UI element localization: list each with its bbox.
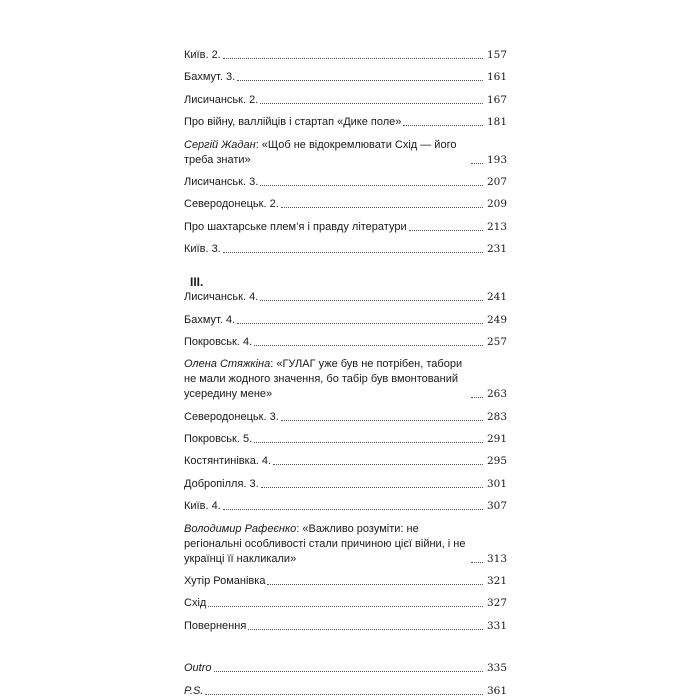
toc-entry-title-text: : «Важливо розуміти: не регіональні особливості стали причиною цієї війни, і не українці її накликали» <box>184 522 466 565</box>
dot-leader <box>223 58 483 59</box>
toc-entry-title: Северодонецьк. 3. <box>184 410 279 423</box>
toc-part-2 <box>184 48 507 257</box>
toc-entry <box>184 220 507 235</box>
toc-entry <box>184 596 507 611</box>
toc-entry-title: Схід <box>184 597 207 610</box>
toc-entry-author: Володимир Рафеєнко <box>184 522 297 535</box>
toc-entry-title: Київ. 3. <box>184 243 221 256</box>
dot-leader <box>273 464 483 465</box>
table-of-contents <box>184 48 507 700</box>
dot-leader <box>208 606 483 607</box>
toc-entry-title-text: : «Щоб не відокремлювати Схід — його треба знати» <box>184 138 457 166</box>
dot-leader <box>260 300 483 301</box>
toc-entry <box>184 313 507 328</box>
toc-entry-author: Сергій Жадан <box>184 138 256 151</box>
toc-entry <box>184 684 507 699</box>
toc-entry-page-number: 327 <box>486 597 507 610</box>
toc-entry-page-number: 307 <box>486 500 507 513</box>
toc-entry-title: Про війну, валлійців і стартап «Дике поле» <box>184 116 402 129</box>
dot-leader <box>409 230 483 231</box>
dot-leader <box>471 397 483 398</box>
toc-entry-title: Київ. 4. <box>184 500 221 513</box>
toc-entry-page-number: 335 <box>486 662 507 675</box>
toc-entry <box>184 242 507 257</box>
dot-leader <box>281 207 483 208</box>
toc-entry <box>184 499 507 514</box>
toc-entry-title: Лисичанськ. 2. <box>184 93 259 106</box>
toc-entry <box>184 335 507 350</box>
toc-entry-page-number: 283 <box>486 410 507 423</box>
toc-entry-page-number: 257 <box>486 335 507 348</box>
toc-entry <box>184 48 507 63</box>
toc-entry <box>184 197 507 212</box>
toc-entry-title: Северодонецьк. 2. <box>184 198 279 211</box>
toc-entry-title <box>184 522 469 567</box>
toc-entry <box>184 115 507 130</box>
toc-entry-page-number: 157 <box>486 49 507 61</box>
toc-entry-title: Добропілля. 3. <box>184 477 259 490</box>
toc-entry-title: Бахмут. 4. <box>184 313 236 326</box>
dot-leader <box>205 694 483 695</box>
toc-entry-title: Бахмут. 3. <box>184 71 236 84</box>
toc-entry-page-number: 167 <box>486 93 507 106</box>
toc-entry-page-number: 231 <box>486 243 507 256</box>
toc-entry-page-number: 361 <box>486 684 507 697</box>
toc-entry <box>184 522 507 567</box>
toc-entry-page-number: 193 <box>486 153 507 166</box>
dot-leader <box>237 323 483 324</box>
toc-entry <box>184 661 507 676</box>
toc-entry-title: P.S. <box>184 684 204 697</box>
toc-entry <box>184 619 507 634</box>
toc-entry-title: Лисичанськ. 4. <box>184 291 259 304</box>
toc-entry <box>184 454 507 469</box>
toc-entry-title: Покровськ. 4. <box>184 335 253 348</box>
toc-entry-page-number: 301 <box>486 477 507 490</box>
toc-entry-title <box>184 138 469 168</box>
toc-entry <box>184 477 507 492</box>
toc-entry-page-number: 213 <box>486 220 507 233</box>
toc-entry <box>184 138 507 168</box>
dot-leader <box>471 562 483 563</box>
toc-entry <box>184 432 507 447</box>
dot-leader <box>237 80 483 81</box>
toc-entry-title: Повернення <box>184 619 247 632</box>
dot-leader <box>254 442 483 443</box>
dot-leader <box>254 345 483 346</box>
toc-entry-title-text: : «ГУЛАГ уже був не потрібен, табори не мали жодного значення, бо табір був вмонтований усередину мене» <box>184 358 463 401</box>
toc-entry-page-number: 241 <box>486 291 507 304</box>
toc-entry-page-number: 161 <box>486 71 507 84</box>
toc-back-matter <box>184 661 507 698</box>
toc-entry-page-number: 313 <box>486 552 507 565</box>
toc-entry-page-number: 209 <box>486 198 507 211</box>
toc-entry-title: Костянтинівка. 4. <box>184 455 272 468</box>
toc-entry <box>184 410 507 425</box>
toc-entry-page-number: 263 <box>486 388 507 401</box>
toc-entry-title: Покровськ. 5. <box>184 433 253 446</box>
dot-leader <box>471 163 483 164</box>
dot-leader <box>223 252 483 253</box>
toc-part-3 <box>184 290 507 634</box>
dot-leader <box>260 185 483 186</box>
toc-entry-page-number: 291 <box>486 433 507 446</box>
toc-entry-page-number: 321 <box>486 575 507 588</box>
section-spacer <box>184 641 507 661</box>
toc-entry-page-number: 181 <box>486 116 507 129</box>
dot-leader <box>248 629 483 630</box>
toc-entry <box>184 93 507 108</box>
toc-entry-title: Outro <box>184 662 212 675</box>
toc-entry-page-number: 207 <box>486 175 507 188</box>
dot-leader <box>261 487 483 488</box>
toc-entry-title: Хутір Романівка <box>184 575 266 588</box>
toc-entry-title <box>184 357 469 402</box>
toc-entry-page-number: 331 <box>486 619 507 632</box>
toc-entry <box>184 70 507 85</box>
dot-leader <box>223 509 483 510</box>
section-heading-iii: III. <box>190 275 204 290</box>
dot-leader <box>281 420 483 421</box>
toc-entry-page-number: 249 <box>486 313 507 326</box>
dot-leader <box>403 125 483 126</box>
toc-entry <box>184 175 507 190</box>
toc-entry-title: Лисичанськ. 3. <box>184 175 259 188</box>
dot-leader <box>214 671 483 672</box>
toc-entry <box>184 574 507 589</box>
toc-entry-title: Про шахтарське плем’я і правду літератури <box>184 220 407 233</box>
toc-entry <box>184 357 507 402</box>
dot-leader <box>260 103 483 104</box>
toc-entry <box>184 290 507 305</box>
dot-leader <box>267 584 483 585</box>
toc-entry-page-number: 295 <box>486 455 507 468</box>
toc-entry-author: Олена Стяжкіна <box>184 358 271 371</box>
toc-entry-title: Київ. 2. <box>184 49 221 61</box>
